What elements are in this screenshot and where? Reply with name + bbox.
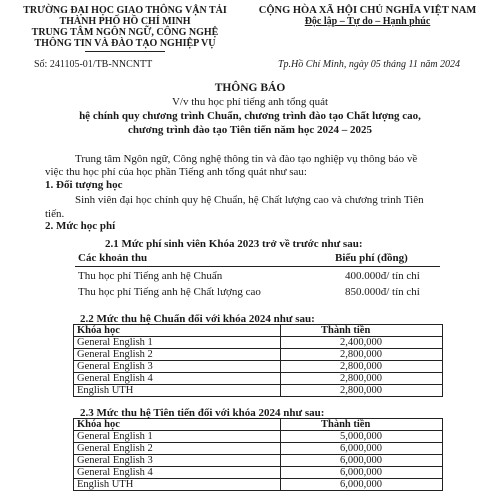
section-1-text-1: Sinh viên đại học chính quy hệ Chuẩn, hệ Chất lượng cao và chương trình Tiên (75, 194, 424, 206)
section-1-text-2: tiến. (45, 208, 65, 220)
table-row (74, 385, 443, 397)
table-cell-amount: 6,000,000 (281, 467, 443, 479)
table-cell-amount: 2,400,000 (281, 337, 443, 349)
table-cell-course: English UTH (74, 479, 281, 491)
table-header-amount: Thành tiền (281, 325, 443, 337)
table-cell-amount: 6,000,000 (281, 443, 443, 455)
fee-col-header-fee: Biểu phí (đồng) (335, 252, 408, 264)
table-cell-course: General English 1 (74, 337, 281, 349)
table-cell-amount: 5,000,000 (281, 431, 443, 443)
intro-line-1: Trung tâm Ngôn ngữ, Công nghệ thông tin và đào tạo nghiệp vụ thông báo về (75, 153, 418, 165)
document-number: Số: 241105-01/TB-NNCNTT (34, 59, 153, 70)
subsection-2-2-heading: 2.2 Mức thu hệ Chuẩn đối với khóa 2024 như sau: (80, 313, 315, 325)
table-cell-course: General English 4 (74, 467, 281, 479)
org-header (10, 5, 240, 49)
table-cell-amount: 6,000,000 (281, 479, 443, 491)
intro-line-2: việc thu học phí của học phần Tiếng anh tổng quát như sau: (45, 166, 307, 178)
subject-line-1: V/v thu học phí tiếng anh tổng quát (171, 96, 329, 108)
table-cell-course: General English 3 (74, 455, 281, 467)
document-title: THÔNG BÁO (214, 82, 286, 94)
subsection-2-1-heading: 2.1 Mức phí sinh viên Khóa 2023 trở về trước như sau: (105, 238, 363, 250)
table-row (74, 361, 443, 373)
subject-line-3: chương trình đào tạo Tiên tiến năm học 2024 – 2025 (128, 124, 372, 136)
national-title: CỘNG HÒA XÃ HỘI CHỦ NGHĨA VIỆT NAM (258, 5, 477, 16)
table-header-amount: Thành tiền (281, 419, 443, 431)
table-row (74, 349, 443, 361)
table-cell-amount: 2,800,000 (281, 373, 443, 385)
national-motto: Độc lập – Tự do – Hạnh phúc (304, 16, 431, 27)
section-2-heading: 2. Mức học phí (45, 220, 116, 232)
table-header-course: Khóa học (74, 325, 281, 337)
table-cell-amount: 6,000,000 (281, 455, 443, 467)
table-cell-course: General English 4 (74, 373, 281, 385)
table-row (74, 467, 443, 479)
table-header-row (74, 419, 443, 431)
subject-line-2: hệ chính quy chương trình Chuẩn, chương trình đào tạo Chất lượng cao, (79, 110, 421, 122)
table-cell-course: General English 3 (74, 361, 281, 373)
table-cell-course: General English 2 (74, 443, 281, 455)
table-header-course: Khóa học (74, 419, 281, 431)
document-date: Tp.Hồ Chí Minh, ngày 05 tháng 11 năm 2024 (278, 59, 461, 70)
standard-fee-table (73, 324, 443, 397)
org-line-1: TRƯỜNG ĐẠI HỌC GIAO THÔNG VẬN TẢI (23, 5, 227, 16)
table-row (74, 431, 443, 443)
table-row (74, 443, 443, 455)
table-cell-amount: 2,800,000 (281, 385, 443, 397)
table-cell-course: General English 1 (74, 431, 281, 443)
table-cell-course: English UTH (74, 385, 281, 397)
table-header-row (74, 325, 443, 337)
table-row (74, 455, 443, 467)
advanced-fee-table (73, 418, 443, 491)
fee-item: Thu học phí Tiếng anh hệ Chuẩn (78, 270, 223, 282)
table-row (74, 337, 443, 349)
section-1-heading: 1. Đối tượng học (45, 179, 123, 191)
fee-value: 850.000đ/ tín chỉ (345, 286, 420, 298)
table-cell-amount: 2,800,000 (281, 361, 443, 373)
org-line-3: TRUNG TÂM NGÔN NGỮ, CÔNG NGHỆ (31, 27, 219, 38)
national-header (240, 5, 495, 27)
table-cell-amount: 2,800,000 (281, 349, 443, 361)
table-row (74, 479, 443, 491)
fee-col-header-item: Các khoản thu (78, 252, 148, 264)
org-line-2: THÀNH PHỐ HỒ CHÍ MINH (59, 16, 191, 27)
org-underline (85, 51, 165, 52)
subsection-2-3-heading: 2.3 Mức thu hệ Tiên tiến đối với khóa 2024 như sau: (80, 407, 325, 419)
org-line-4: THÔNG TIN VÀ ĐÀO TẠO NGHIỆP VỤ (34, 38, 216, 49)
fee-item: Thu học phí Tiếng anh hệ Chất lượng cao (78, 286, 261, 298)
table-row (74, 373, 443, 385)
fee-value: 400.000đ/ tín chỉ (345, 270, 420, 282)
fee-header-rule (75, 266, 440, 267)
table-cell-course: General English 2 (74, 349, 281, 361)
